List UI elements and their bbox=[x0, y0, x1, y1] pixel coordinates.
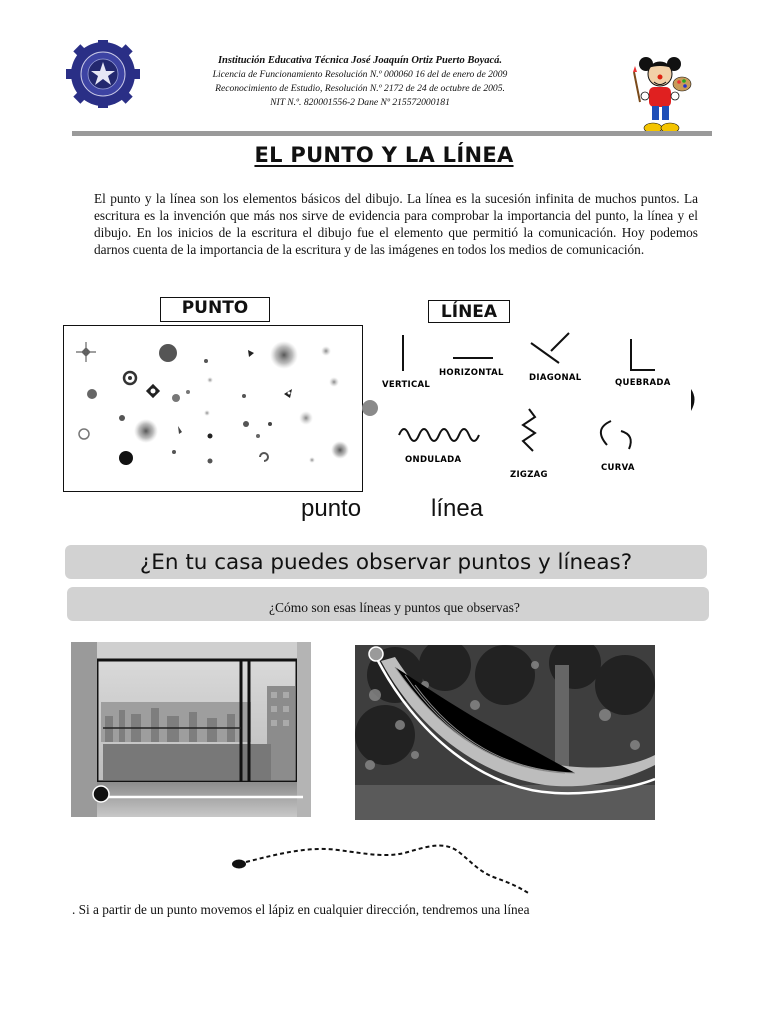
linea-label-box: LÍNEA bbox=[428, 300, 510, 323]
dashed-path-illustration bbox=[228, 838, 538, 898]
window-photo bbox=[71, 642, 311, 817]
header-text bbox=[150, 54, 570, 110]
intro-paragraph: El punto y la línea son los elementos básicos del dibujo. La línea es la sucesión infinita de muchos puntos. La escritura es la invención que más nos sirve de evidencia para comprobar la importancia del punto, la línea y el dibujo. En los inicios de la escritura el dibujo fue el elemento que permitió la comunicación. Hoy podemos darnos cuenta de la importancia de la escritura y de las imágenes en todos los medios de comunicación. bbox=[94, 191, 698, 257]
mascot-painter-icon bbox=[632, 52, 692, 136]
curve-line-1 bbox=[601, 421, 611, 445]
label-horizontal: HORIZONTAL bbox=[439, 368, 504, 378]
curve-line-2 bbox=[621, 431, 631, 449]
wavy-line bbox=[399, 429, 479, 441]
broken-line bbox=[631, 339, 655, 370]
nit-line: NIT N.º. 820001556-2 Dane Nº 215572000181 bbox=[270, 97, 450, 108]
dots-illustration bbox=[63, 325, 363, 492]
punto-label-box: PUNTO bbox=[160, 297, 270, 322]
question-sub-text: ¿Cómo son esas líneas y puntos que observas? bbox=[269, 600, 520, 615]
school-logo bbox=[64, 40, 142, 108]
diagonal-line-2 bbox=[551, 333, 569, 351]
line-types-illustration bbox=[375, 325, 705, 490]
license-line: Licencia de Funcionamiento Resolución N.º 000060 16 del de enero de 2009 bbox=[212, 69, 508, 80]
question-main-bar: ¿En tu casa puedes observar puntos y líneas? bbox=[65, 545, 707, 579]
zigzag-line bbox=[523, 409, 535, 451]
page-title: EL PUNTO Y LA LÍNEA bbox=[254, 143, 514, 167]
hammock-photo bbox=[355, 645, 655, 820]
label-vertical: VERTICAL bbox=[382, 380, 431, 390]
closing-sentence: . Si a partir de un punto movemos el lápiz en cualquier dirección, tendremos una línea bbox=[72, 902, 530, 917]
label-curva: CURVA bbox=[601, 463, 635, 473]
label-zigzag: ZIGZAG bbox=[510, 470, 548, 480]
institution-name: Institución Educativa Técnica José Joaquín Ortiz Puerto Boyacá. bbox=[217, 55, 503, 66]
caption-linea: línea bbox=[431, 495, 484, 522]
label-ondulada: ONDULADA bbox=[405, 455, 462, 465]
label-diagonal: DIAGONAL bbox=[529, 373, 582, 383]
caption-punto: punto bbox=[301, 495, 362, 522]
question-sub-bar bbox=[67, 587, 709, 621]
start-dot-icon bbox=[232, 860, 246, 869]
label-quebrada: QUEBRADA bbox=[615, 378, 671, 388]
recognition-line: Reconocimiento de Estudio, Resolución N.º 2172 de 24 de octubre de 2005. bbox=[215, 83, 505, 94]
half-circle-icon bbox=[691, 389, 695, 411]
header-divider bbox=[72, 131, 712, 136]
